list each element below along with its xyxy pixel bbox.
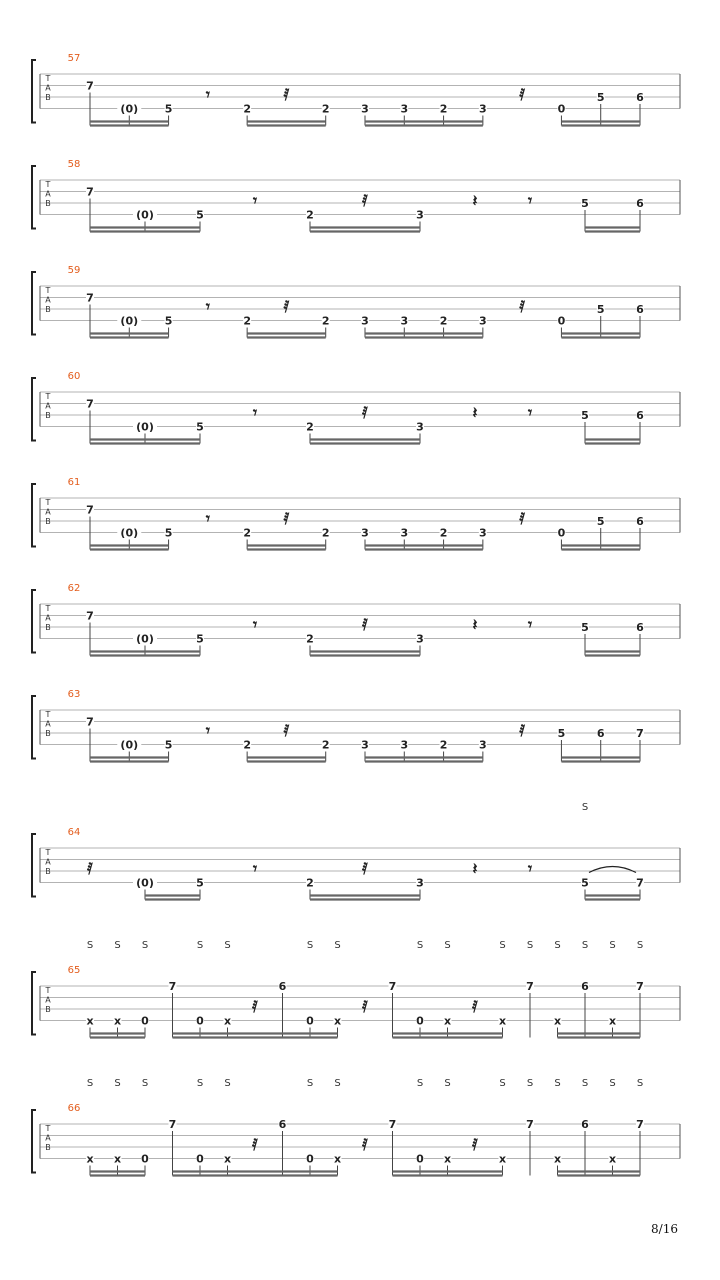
tab-clef-letter: B xyxy=(45,1005,51,1014)
rest-symbol: 𝅀 xyxy=(283,509,290,528)
fret-number: 6 xyxy=(581,980,589,993)
fret-number: 2 xyxy=(321,102,330,116)
tab-clef-letter: B xyxy=(45,1143,51,1152)
fret-number: 5 xyxy=(557,727,566,740)
rest-symbol: 𝄽 xyxy=(472,859,478,878)
fret-number: 0 xyxy=(306,1152,314,1166)
slap-marking: S xyxy=(609,940,616,951)
system-bracket xyxy=(32,484,36,547)
fret-number: 7 xyxy=(526,980,534,993)
fret-number: x xyxy=(443,1014,452,1028)
tab-clef-letter: T xyxy=(45,604,51,613)
fret-number: 6 xyxy=(278,1118,287,1131)
fret-number: 5 xyxy=(596,91,605,104)
rest-symbol: 𝅀 xyxy=(283,721,290,740)
system-bracket xyxy=(32,972,36,1035)
bar-number: 57 xyxy=(67,53,81,64)
slap-marking: S xyxy=(416,1078,424,1089)
fret-number: x xyxy=(608,1152,617,1166)
fret-number: 7 xyxy=(388,1118,397,1131)
fret-number: 3 xyxy=(361,526,369,540)
fret-number: 7 xyxy=(86,79,94,93)
system-bracket xyxy=(32,166,36,229)
fret-number: 7 xyxy=(86,715,94,729)
tab-clef-letter: T xyxy=(45,286,51,295)
rest-symbol: 𝅀 xyxy=(252,1135,258,1154)
fret-number: 6 xyxy=(636,515,644,528)
bar-number: 60 xyxy=(67,371,81,382)
fret-number: 5 xyxy=(164,314,173,328)
slap-marking: S xyxy=(334,940,341,951)
slap-marking: S xyxy=(554,940,561,951)
tab-system xyxy=(32,265,680,338)
fret-number: 7 xyxy=(636,876,644,890)
fret-number: 2 xyxy=(243,738,251,752)
slap-marking: S xyxy=(306,1078,314,1089)
fret-number: x xyxy=(113,1014,122,1028)
slap-marking: S xyxy=(444,1078,451,1089)
slap-marking: S xyxy=(499,1078,506,1089)
fret-number: 6 xyxy=(581,1118,589,1131)
fret-number: 6 xyxy=(596,727,605,740)
tab-system xyxy=(32,477,680,550)
fret-number: 5 xyxy=(196,632,204,646)
fret-number: 0 xyxy=(141,1014,149,1028)
fret-number: 2 xyxy=(321,738,330,752)
fret-number: 6 xyxy=(636,91,644,104)
fret-number: 5 xyxy=(196,876,204,890)
fret-number: 2 xyxy=(243,526,251,540)
fret-number: 7 xyxy=(86,185,94,199)
tab-clef-letter: A xyxy=(45,401,51,411)
bar-number: 62 xyxy=(67,583,81,594)
tab-clef-letter: T xyxy=(45,710,51,719)
fret-number: x xyxy=(86,1152,94,1166)
slap-marking: S xyxy=(581,940,589,951)
tab-clef-letter: A xyxy=(45,995,51,1005)
fret-number: 5 xyxy=(596,515,605,528)
rest-symbol: 𝅀 xyxy=(362,1135,368,1154)
rest-symbol: 𝄾 xyxy=(527,403,533,422)
fret-number: x xyxy=(86,1014,94,1028)
slap-marking: S xyxy=(141,1078,149,1089)
tab-clef-letter: T xyxy=(45,848,51,857)
bar-number: 64 xyxy=(67,827,81,838)
fret-number: 0 xyxy=(557,526,566,540)
page-number: 8/16 xyxy=(651,1222,678,1236)
fret-number: (0) xyxy=(120,738,139,752)
slap-marking: S xyxy=(86,940,94,951)
tab-system xyxy=(32,371,680,444)
fret-number: 6 xyxy=(636,409,644,422)
rest-symbol: 𝅀 xyxy=(283,85,290,104)
rest-symbol: 𝄾 xyxy=(205,297,210,316)
slap-marking: S xyxy=(581,802,589,813)
tab-clef-letter: B xyxy=(45,729,51,738)
tab-clef-letter: A xyxy=(45,1133,51,1143)
rest-symbol: 𝄾 xyxy=(527,615,533,634)
fret-number: 5 xyxy=(196,208,204,222)
rest-symbol: 𝅀 xyxy=(519,721,526,740)
fret-number: x xyxy=(608,1014,617,1028)
fret-number: 0 xyxy=(306,1014,314,1028)
tab-clef-letter: B xyxy=(45,93,51,102)
tab-clef-letter: B xyxy=(45,199,51,208)
fret-number: 2 xyxy=(306,632,314,646)
slap-marking: S xyxy=(196,940,204,951)
tab-clef-letter: A xyxy=(45,613,51,623)
systems-layer xyxy=(32,53,680,1176)
fret-number: 3 xyxy=(416,420,424,434)
bar-number: 63 xyxy=(67,689,81,700)
rest-symbol: 𝅀 xyxy=(472,997,478,1016)
tab-system xyxy=(32,802,680,900)
tab-system xyxy=(32,53,680,126)
rest-symbol: 𝅀 xyxy=(362,997,368,1016)
tab-clef-letter: B xyxy=(45,517,51,526)
rest-symbol: 𝅀 xyxy=(472,1135,478,1154)
tab-clef-letter: B xyxy=(45,867,51,876)
rest-symbol: 𝅀 xyxy=(362,191,368,210)
fret-number: 3 xyxy=(361,102,369,116)
rest-symbol: 𝅀 xyxy=(283,297,290,316)
fret-number: (0) xyxy=(136,632,154,646)
rest-symbol: 𝄾 xyxy=(205,509,210,528)
fret-number: 0 xyxy=(557,102,566,116)
fret-number: 5 xyxy=(164,738,173,752)
fret-number: 5 xyxy=(596,303,605,316)
fret-number: 2 xyxy=(306,420,314,434)
rest-symbol: 𝄾 xyxy=(527,191,533,210)
rest-symbol: 𝅀 xyxy=(87,859,93,878)
rest-symbol: 𝅀 xyxy=(519,297,526,316)
fret-number: (0) xyxy=(120,526,139,540)
fret-number: 5 xyxy=(581,197,589,210)
fret-number: 5 xyxy=(581,621,589,634)
tab-clef-letter: T xyxy=(45,1124,51,1133)
tab-clef-letter: A xyxy=(45,295,51,305)
rest-symbol: 𝄾 xyxy=(205,85,210,104)
rest-symbol: 𝅀 xyxy=(252,997,258,1016)
rest-symbol: 𝄽 xyxy=(472,403,478,422)
fret-number: x xyxy=(333,1152,342,1166)
fret-number: x xyxy=(498,1152,507,1166)
fret-number: 7 xyxy=(526,1118,534,1131)
fret-number: 2 xyxy=(243,102,251,116)
fret-number: 3 xyxy=(479,102,487,116)
fret-number: (0) xyxy=(120,314,139,328)
rest-symbol: 𝄾 xyxy=(205,721,210,740)
system-bracket xyxy=(32,590,36,653)
slap-marking: S xyxy=(224,1078,231,1089)
slap-marking: S xyxy=(86,1078,94,1089)
fret-number: x xyxy=(113,1152,122,1166)
fret-number: 0 xyxy=(196,1152,204,1166)
tab-clef-letter: T xyxy=(45,74,51,83)
fret-number: (0) xyxy=(136,208,154,222)
fret-number: 2 xyxy=(321,526,330,540)
tab-system xyxy=(32,583,680,656)
slap-marking: S xyxy=(636,1078,644,1089)
rest-symbol: 𝄾 xyxy=(252,403,258,422)
tab-system xyxy=(32,159,680,232)
slap-marking: S xyxy=(114,1078,121,1089)
fret-number: 0 xyxy=(196,1014,204,1028)
fret-number: x xyxy=(333,1014,342,1028)
system-bracket xyxy=(32,60,36,123)
rest-symbol: 𝅀 xyxy=(519,509,526,528)
fret-number: 3 xyxy=(361,738,369,752)
fret-number: (0) xyxy=(136,876,154,890)
system-bracket xyxy=(32,272,36,335)
tab-clef-letter: A xyxy=(45,189,51,199)
slap-marking: S xyxy=(306,940,314,951)
tab-system xyxy=(32,689,680,762)
fret-number: 3 xyxy=(400,738,409,752)
rest-symbol: 𝅀 xyxy=(519,85,526,104)
fret-number: 3 xyxy=(400,314,409,328)
tab-clef-letter: A xyxy=(45,719,51,729)
fret-number: 7 xyxy=(168,980,177,993)
tab-clef-letter: B xyxy=(45,411,51,420)
slap-marking: S xyxy=(554,1078,561,1089)
fret-number: 3 xyxy=(400,102,409,116)
fret-number: 7 xyxy=(86,397,94,411)
fret-number: 2 xyxy=(439,526,448,540)
fret-number: 5 xyxy=(164,102,173,116)
system-bracket xyxy=(32,1110,36,1173)
rest-symbol: 𝄽 xyxy=(472,191,478,210)
slap-marking: S xyxy=(141,940,149,951)
fret-number: 6 xyxy=(278,980,287,993)
slap-marking: S xyxy=(416,940,424,951)
fret-number: 2 xyxy=(306,876,314,890)
fret-number: 3 xyxy=(400,526,409,540)
fret-number: 2 xyxy=(439,738,448,752)
rest-symbol: 𝅀 xyxy=(362,403,368,422)
fret-number: 6 xyxy=(636,197,644,210)
fret-number: 7 xyxy=(86,291,94,305)
system-bracket xyxy=(32,696,36,759)
fret-number: 7 xyxy=(636,1118,644,1131)
system-bracket xyxy=(32,834,36,897)
fret-number: 7 xyxy=(86,609,94,623)
fret-number: 7 xyxy=(388,980,397,993)
slap-marking: S xyxy=(581,1078,589,1089)
slap-marking: S xyxy=(636,940,644,951)
bar-number: 61 xyxy=(67,477,81,488)
tab-clef-letter: A xyxy=(45,857,51,867)
fret-number: 2 xyxy=(243,314,251,328)
bar-number: 58 xyxy=(67,159,81,170)
fret-number: 2 xyxy=(306,208,314,222)
fret-number: x xyxy=(553,1014,562,1028)
fret-number: 5 xyxy=(581,876,589,890)
fret-number: 5 xyxy=(196,420,204,434)
fret-number: 2 xyxy=(439,102,448,116)
tab-clef-letter: T xyxy=(45,498,51,507)
fret-number: 7 xyxy=(636,980,644,993)
fret-number: 5 xyxy=(581,409,589,422)
tab-clef-letter: T xyxy=(45,180,51,189)
rest-symbol: 𝅀 xyxy=(362,615,368,634)
tab-system xyxy=(32,940,680,1038)
fret-number: 3 xyxy=(416,876,424,890)
fret-number: x xyxy=(443,1152,452,1166)
rest-symbol: 𝄾 xyxy=(252,191,258,210)
fret-number: x xyxy=(223,1152,232,1166)
slap-marking: S xyxy=(334,1078,341,1089)
tab-clef-letter: T xyxy=(45,986,51,995)
system-bracket xyxy=(32,378,36,441)
fret-number: 0 xyxy=(141,1152,149,1166)
rest-symbol: 𝄽 xyxy=(472,615,478,634)
slap-marking: S xyxy=(526,1078,534,1089)
slap-marking: S xyxy=(114,940,121,951)
fret-number: 7 xyxy=(86,503,94,517)
slap-marking: S xyxy=(526,940,534,951)
rest-symbol: 𝅀 xyxy=(362,859,368,878)
slap-marking: S xyxy=(499,940,506,951)
fret-number: 2 xyxy=(439,314,448,328)
fret-number: 7 xyxy=(168,1118,177,1131)
fret-number: 6 xyxy=(636,303,644,316)
bar-number: 59 xyxy=(67,265,81,276)
rest-symbol: 𝄾 xyxy=(252,859,258,878)
fret-number: 0 xyxy=(416,1152,424,1166)
fret-number: 3 xyxy=(416,632,424,646)
rest-symbol: 𝄾 xyxy=(527,859,533,878)
tab-system xyxy=(32,1078,680,1176)
slap-marking: S xyxy=(609,1078,616,1089)
fret-number: 3 xyxy=(361,314,369,328)
fret-number: x xyxy=(223,1014,232,1028)
fret-number: x xyxy=(553,1152,562,1166)
fret-number: 7 xyxy=(636,727,644,740)
tab-clef-letter: T xyxy=(45,392,51,401)
tab-clef-letter: B xyxy=(45,305,51,314)
fret-number: 5 xyxy=(164,526,173,540)
fret-number: x xyxy=(498,1014,507,1028)
bar-number: 65 xyxy=(67,965,81,976)
fret-number: 0 xyxy=(557,314,566,328)
fret-number: 3 xyxy=(479,314,487,328)
fret-number: 3 xyxy=(479,526,487,540)
fret-number: 2 xyxy=(321,314,330,328)
fret-number: (0) xyxy=(120,102,139,116)
tie-arc xyxy=(589,867,636,873)
tab-clef-letter: A xyxy=(45,507,51,517)
fret-number: 3 xyxy=(479,738,487,752)
slap-marking: S xyxy=(224,940,231,951)
rest-symbol: 𝄾 xyxy=(252,615,258,634)
fret-number: (0) xyxy=(136,420,154,434)
slap-marking: S xyxy=(196,1078,204,1089)
fret-number: 6 xyxy=(636,621,644,634)
tab-clef-letter: A xyxy=(45,83,51,93)
fret-number: 0 xyxy=(416,1014,424,1028)
tab-clef-letter: B xyxy=(45,623,51,632)
fret-number: 3 xyxy=(416,208,424,222)
bar-number: 66 xyxy=(67,1103,81,1114)
slap-marking: S xyxy=(444,940,451,951)
